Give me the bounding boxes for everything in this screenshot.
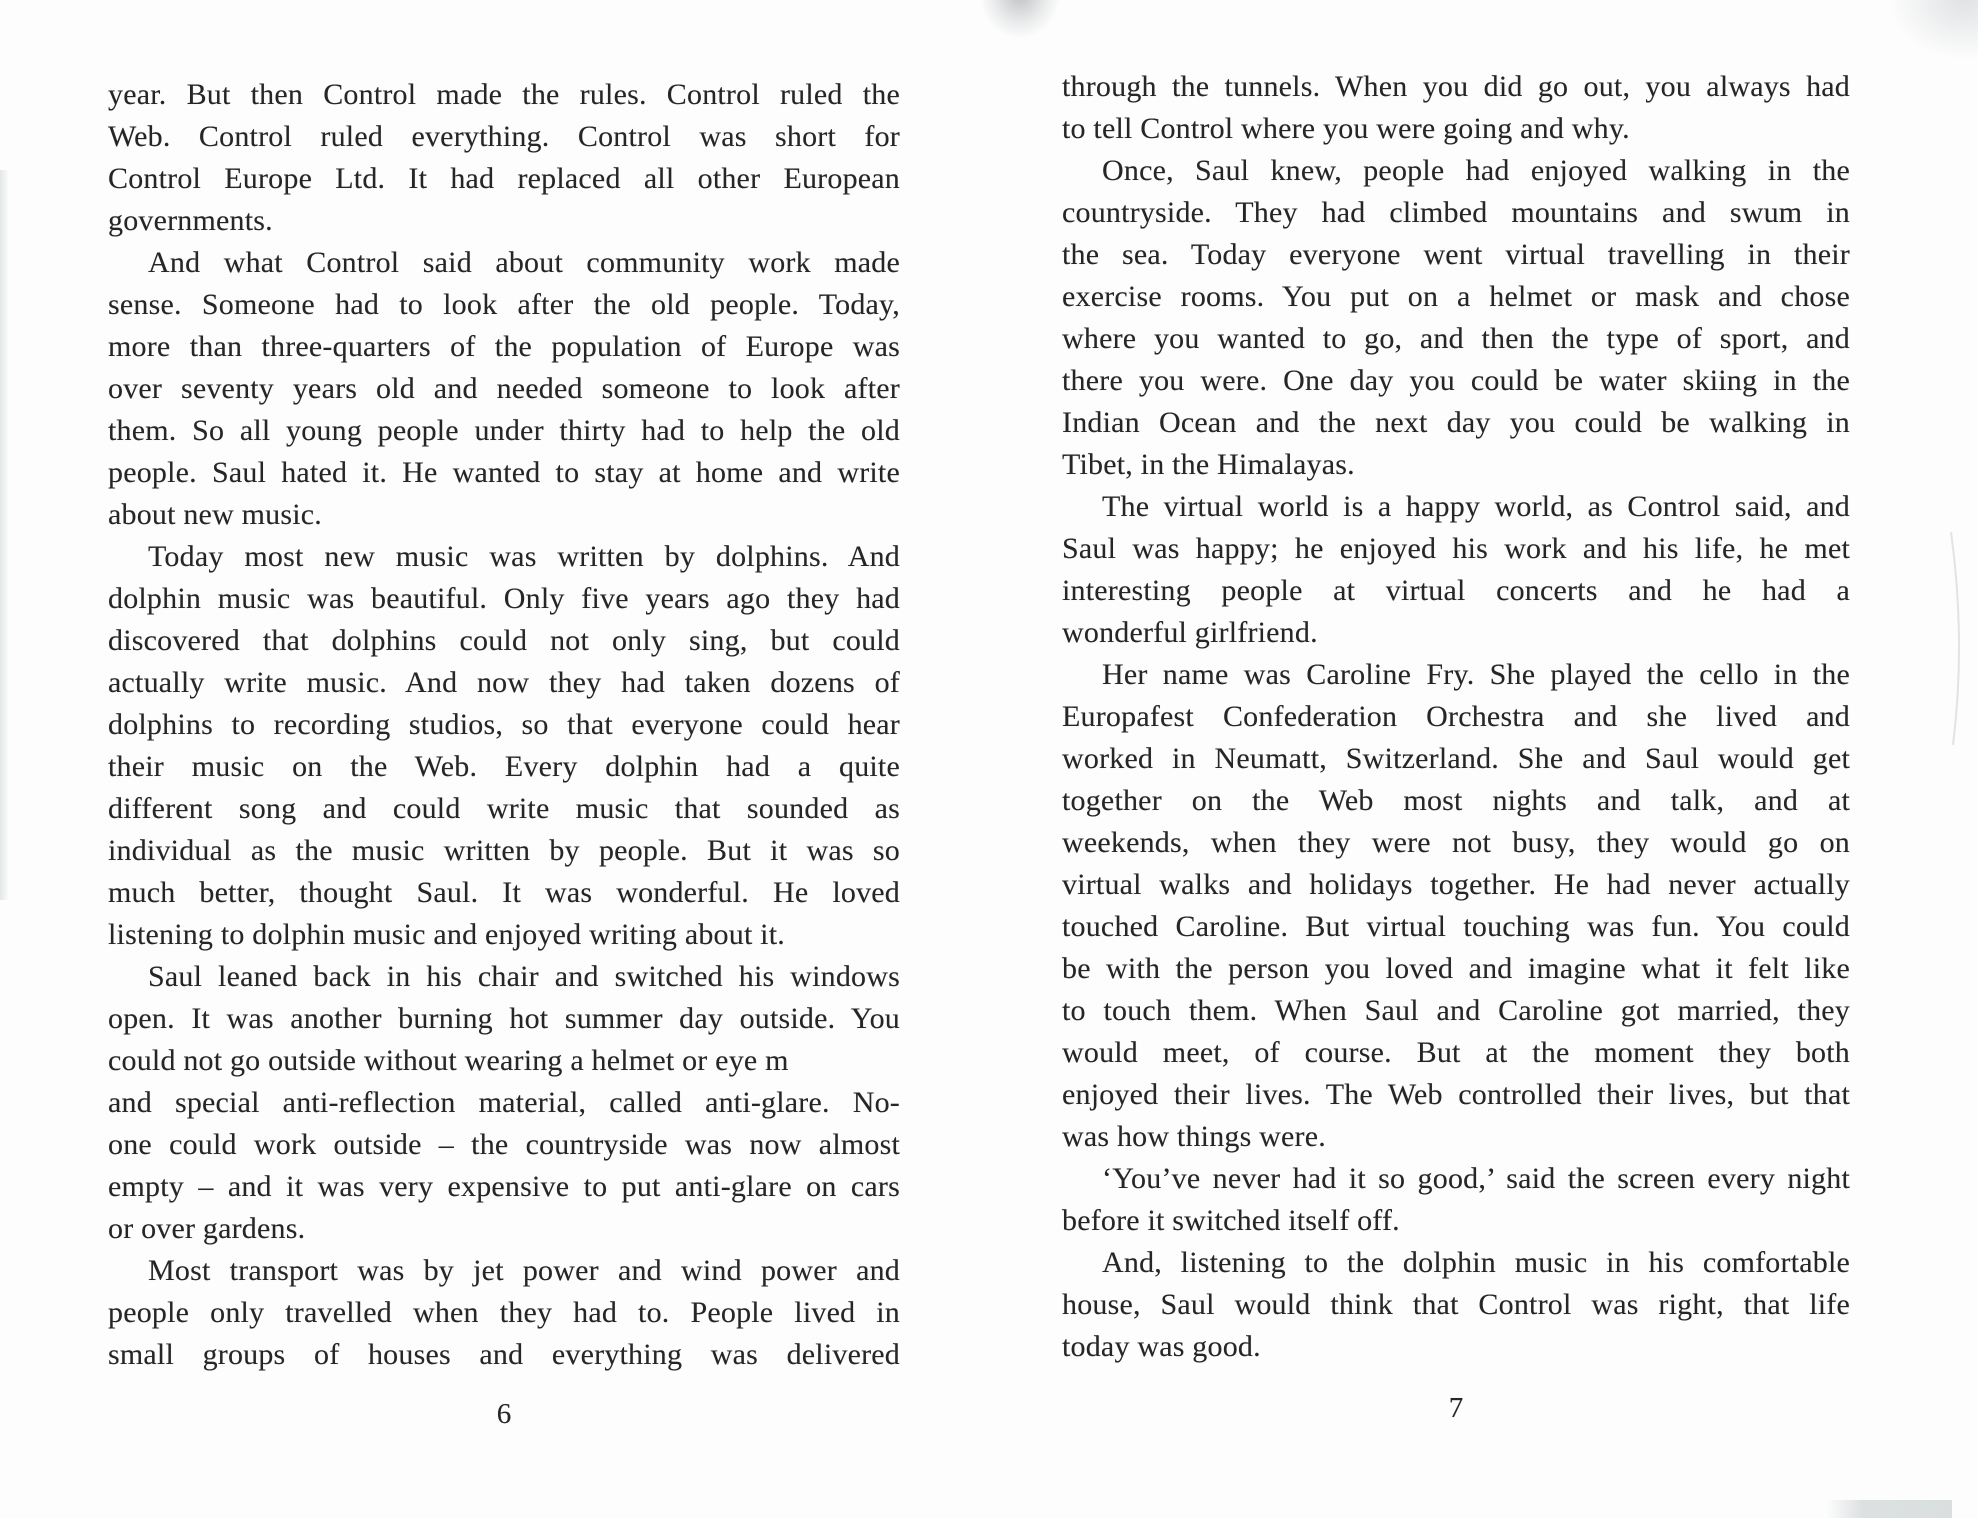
text-line: dolphins to recording studios, so that everyone could hear	[108, 708, 900, 741]
top-right-smudge-artifact	[1888, 0, 1978, 60]
text-line: Europafest Confederation Orchestra and she lived and	[1062, 700, 1850, 733]
text-line: dolphin music was beautiful. Only five years ago they had	[108, 582, 900, 615]
text-line: exercise rooms. You put on a helmet or mask and chose	[1062, 280, 1850, 313]
text-line: Saul was happy; he enjoyed his work and his life, he met	[1062, 532, 1850, 565]
text-line: And, listening to the dolphin music in his comfortable	[1102, 1246, 1850, 1279]
text-line: before it switched itself off.	[1062, 1204, 1400, 1237]
text-line: people only travelled when they had to. People lived in	[108, 1296, 900, 1329]
page-7-text-column	[1062, 66, 1850, 1368]
page-6-text-column	[108, 74, 900, 1376]
text-line: And what Control said about community work made	[148, 246, 900, 279]
text-line: and special anti-reflection material, called anti-glare. No-	[108, 1086, 900, 1119]
left-edge-shadow-artifact	[0, 170, 9, 900]
text-line: worked in Neumatt, Switzerland. She and Saul would get	[1062, 742, 1850, 775]
text-line: much better, thought Saul. It was wonderful. He loved	[108, 876, 900, 909]
text-line: virtual walks and holidays together. He had never actually	[1062, 868, 1850, 901]
text-line: to touch them. When Saul and Caroline got married, they	[1062, 994, 1850, 1027]
text-line: listening to dolphin music and enjoyed writing about it.	[108, 918, 785, 951]
text-line: year. But then Control made the rules. Control ruled the	[108, 78, 900, 111]
text-line: sense. Someone had to look after the old people. Today,	[108, 288, 900, 321]
bottom-right-band-artifact	[1826, 1500, 1952, 1518]
text-line: one could work outside – the countryside was now almost	[108, 1128, 900, 1161]
text-line: together on the Web most nights and talk, and at	[1062, 784, 1850, 817]
text-line: there you were. One day you could be water skiing in the	[1062, 364, 1850, 397]
text-line: would meet, of course. But at the moment they both	[1062, 1036, 1850, 1069]
text-line: or over gardens.	[108, 1212, 306, 1245]
text-line: The virtual world is a happy world, as Control said, and	[1102, 490, 1850, 523]
text-line: Control Europe Ltd. It had replaced all other European	[108, 162, 900, 195]
page-number-right: 7	[1448, 1392, 1464, 1424]
text-line: to tell Control where you were going and why.	[1062, 112, 1630, 145]
text-line: governments.	[108, 204, 273, 237]
text-line: their music on the Web. Every dolphin had a quite	[108, 750, 900, 783]
text-line: Saul leaned back in his chair and switched his windows	[148, 960, 900, 993]
text-line: people. Saul hated it. He wanted to stay at home and write	[108, 456, 900, 489]
text-line: touched Caroline. But virtual touching was fun. You could	[1062, 910, 1850, 943]
gutter-smudge-artifact	[980, 0, 1060, 38]
text-line: Tibet, in the Himalayas.	[1062, 448, 1355, 481]
text-line: individual as the music written by people. But it was so	[108, 834, 900, 867]
text-line: over seventy years old and needed someone to look after	[108, 372, 900, 405]
text-line: Indian Ocean and the next day you could be walking in	[1062, 406, 1850, 439]
text-line: open. It was another burning hot summer day outside. You	[108, 1002, 900, 1035]
text-line: Once, Saul knew, people had enjoyed walking in the	[1102, 154, 1850, 187]
text-line: small groups of houses and everything was delivered	[108, 1338, 900, 1371]
text-line: different song and could write music that sounded as	[108, 792, 900, 825]
text-line: about new music.	[108, 498, 322, 531]
text-line: through the tunnels. When you did go out, you always had	[1062, 70, 1850, 103]
page-number-left: 6	[496, 1398, 512, 1430]
text-line: interesting people at virtual concerts and he had a	[1062, 574, 1850, 607]
text-line: Today most new music was written by dolphins. And	[148, 540, 900, 573]
text-line: wonderful girlfriend.	[1062, 616, 1318, 649]
text-line: be with the person you loved and imagine what it felt like	[1062, 952, 1850, 985]
text-line: empty – and it was very expensive to put anti-glare on cars	[108, 1170, 900, 1203]
text-line: more than three-quarters of the population of Europe was	[108, 330, 900, 363]
text-line: Her name was Caroline Fry. She played the cello in the	[1102, 658, 1850, 691]
text-line: where you wanted to go, and then the type of sport, and	[1062, 322, 1850, 355]
text-line: actually write music. And now they had taken dozens of	[108, 666, 900, 699]
text-line: today was good.	[1062, 1330, 1261, 1363]
text-line: was how things were.	[1062, 1120, 1326, 1153]
text-line: enjoyed their lives. The Web controlled their lives, but that	[1062, 1078, 1850, 1111]
text-line: house, Saul would think that Control was right, that life	[1062, 1288, 1850, 1321]
text-line: countryside. They had climbed mountains and swum in	[1062, 196, 1850, 229]
text-line: discovered that dolphins could not only sing, but could	[108, 624, 900, 657]
text-line: Most transport was by jet power and wind power and	[148, 1254, 900, 1287]
text-line: weekends, when they were not busy, they would go on	[1062, 826, 1850, 859]
text-line: the sea. Today everyone went virtual travelling in their	[1062, 238, 1850, 271]
text-line: them. So all young people under thirty had to help the old	[108, 414, 900, 447]
text-line: could not go outside without wearing a helmet or eye m	[108, 1044, 789, 1077]
text-line: ‘You’ve never had it so good,’ said the screen every night	[1102, 1162, 1850, 1195]
text-line: Web. Control ruled everything. Control was short for	[108, 120, 900, 153]
